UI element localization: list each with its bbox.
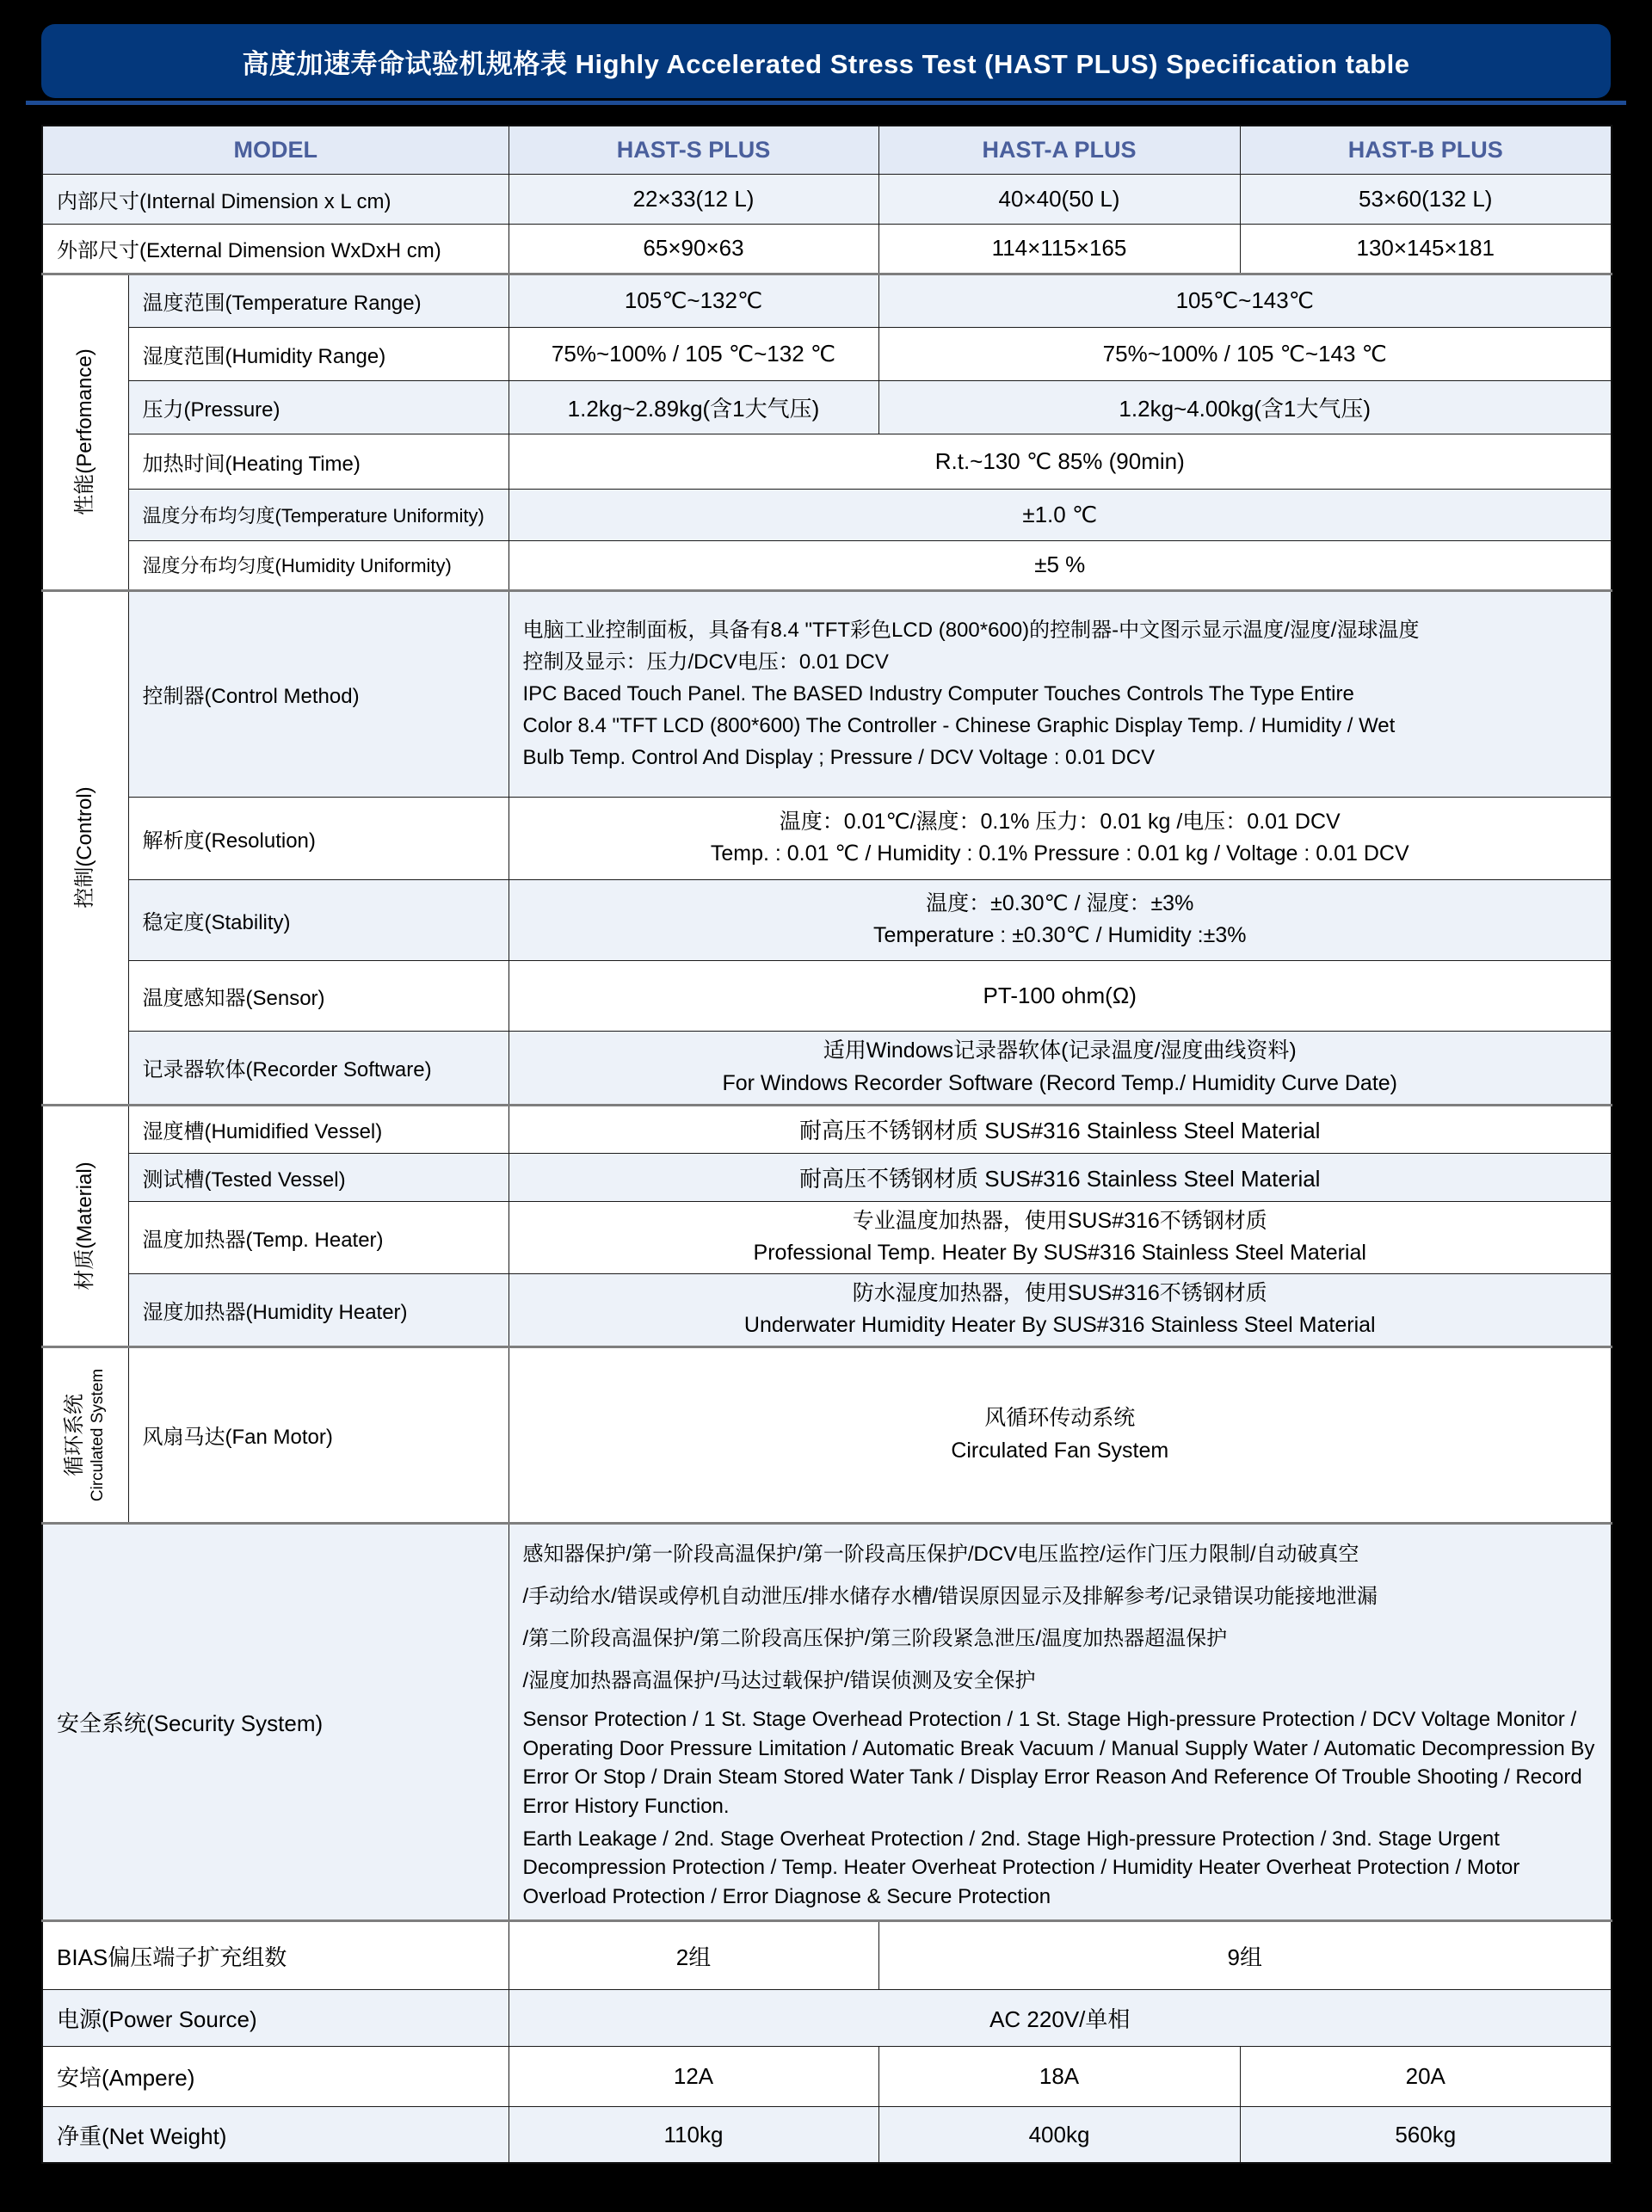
stability-cn: 温度：±0.30℃ / 湿度：±3% [926,890,1194,915]
control-method-label: 控制器(Control Method) [128,590,509,797]
sensor-value: PT-100 ohm(Ω) [509,960,1612,1031]
group-control-label: 控制(Control) [73,786,97,909]
fan-motor-value [509,1346,1612,1523]
fan-motor-label: 风扇马达(Fan Motor) [128,1346,509,1523]
humidified-vessel-value: 耐高压不锈钢材质 SUS#316 Stainless Steel Material [509,1105,1612,1153]
row-pressure [42,380,1612,434]
recorder-software-value [509,1031,1612,1105]
header-model: MODEL [42,126,509,174]
pressure-label: 压力(Pressure) [128,380,509,434]
net-weight-s: 110kg [509,2107,878,2163]
row-temp-heater [42,1201,1612,1273]
internal-dimension-s: 22×33(12 L) [509,174,878,224]
security-en-2: Earth Leakage / 2nd. Stage Overheat Protection / 2nd. Stage High-pressure Protection / 3nd. Stage Urgent Decompression Protection / Temp. Heater Overheat Protection / Humidity Heater Overheat Protection / Motor Overload Protection / Error Diagnose & Secure Protection [522,1827,1520,1908]
group-material-label: 材质(Material) [73,1161,97,1291]
security-system-value [509,1523,1612,1921]
control-method-cn-1: 电脑工业控制面板，具备有8.4 "TFT彩色LCD (800*600)的控制器-中文图示显示温度/湿度/湿球温度 [522,618,1420,642]
temperature-uniformity-label: 温度分布均匀度(Temperature Uniformity) [128,489,509,540]
row-security-system [42,1523,1612,1921]
security-cn-2: /手动给水/错误或停机自动泄压/排水储存水槽/错误原因显示及排解参考/记录错误功能接地泄漏 [522,1584,1378,1608]
external-dimension-b: 130×145×181 [1240,224,1612,274]
security-system-label: 安全系统(Security System) [42,1523,509,1921]
page-title: 高度加速寿命试验机规格表 Highly Accelerated Stress Test (HAST PLUS) Specification table [242,48,1410,79]
control-method-en-2: Color 8.4 "TFT LCD (800*600) The Controller - Chinese Graphic Display Temp. / Humidity / Wet [522,714,1396,738]
bias-ab: 9组 [878,1921,1612,1990]
row-internal-dimension [42,174,1612,224]
row-control-method [42,590,1612,797]
control-method-value [509,590,1612,797]
stability-label: 稳定度(Stability) [128,879,509,960]
humidity-heater-value [509,1273,1612,1346]
ampere-s: 12A [509,2047,878,2107]
row-humidity-uniformity [42,540,1612,590]
row-heating-time [42,434,1612,489]
control-method-en-3: Bulb Temp. Control And Display ; Pressure / DCV Voltage : 0.01 DCV [522,746,1156,770]
group-circulated-system-label [62,1368,108,1500]
tested-vessel-value: 耐高压不锈钢材质 SUS#316 Stainless Steel Material [509,1153,1612,1201]
group-circulated-system [42,1346,128,1523]
ampere-b: 20A [1240,2047,1612,2107]
row-temperature-range [42,274,1612,327]
specification-table [41,125,1612,2164]
header-hast-a: HAST-A PLUS [878,126,1240,174]
humidity-heater-en: Underwater Humidity Heater By SUS#316 Stainless Steel Material [743,1313,1376,1337]
humidity-heater-cn: 防水湿度加热器，使用SUS#316不锈钢材质 [852,1280,1267,1305]
temperature-range-s: 105℃~132℃ [509,274,878,327]
stability-value [509,879,1612,960]
row-tested-vessel [42,1153,1612,1201]
external-dimension-label: 外部尺寸(External Dimension WxDxH cm) [42,224,509,274]
bias-s: 2组 [509,1921,878,1990]
group-performance [42,274,128,590]
net-weight-a: 400kg [878,2107,1240,2163]
security-cn-4: /湿度加热器高温保护/马达过载保护/错误侦测及安全保护 [522,1669,1036,1693]
power-source-value: AC 220V/单相 [509,1990,1612,2047]
security-cn-1: 感知器保护/第一阶段高温保护/第一阶段高压保护/DCV电压监控/运作门压力限制/自动破真空 [522,1542,1359,1566]
temp-heater-value [509,1201,1612,1273]
bias-label: BIAS偏压端子扩充组数 [42,1921,509,1990]
recorder-software-cn: 适用Windows记录器软体(记录温度/湿度曲线资料) [823,1038,1297,1063]
external-dimension-a: 114×115×165 [878,224,1240,274]
humidity-uniformity-label: 湿度分布均匀度(Humidity Uniformity) [128,540,509,590]
net-weight-b: 560kg [1240,2107,1612,2163]
temperature-range-label: 温度范围(Temperature Range) [128,274,509,327]
humidity-uniformity-value: ±5 % [509,540,1612,590]
security-system-cn [523,1533,1598,1703]
resolution-en: Temp. : 0.01 ℃ / Humidity : 0.1% Pressure : 0.01 kg / Voltage : 0.01 DCV [710,841,1409,866]
row-humidity-range [42,327,1612,380]
row-external-dimension [42,224,1612,274]
sensor-label: 温度感知器(Sensor) [128,960,509,1031]
row-power-source [42,1990,1612,2047]
recorder-software-label: 记录器软体(Recorder Software) [128,1031,509,1105]
ampere-a: 18A [878,2047,1240,2107]
resolution-value [509,797,1612,879]
stability-en: Temperature : ±0.30℃ / Humidity :±3% [873,923,1247,947]
header-hast-b: HAST-B PLUS [1240,126,1612,174]
security-cn-3: /第二阶段高温保护/第二阶段高压保护/第三阶段紧急泄压/温度加热器超温保护 [522,1626,1228,1650]
row-ampere [42,2047,1612,2107]
resolution-label: 解析度(Resolution) [128,797,509,879]
power-source-label: 电源(Power Source) [42,1990,509,2047]
row-resolution [42,797,1612,879]
row-sensor [42,960,1612,1031]
control-method-cn-2: 控制及显示：压力/DCV电压：0.01 DCV [522,650,889,674]
pressure-ab: 1.2kg~4.00kg(含1大气压) [878,380,1612,434]
internal-dimension-b: 53×60(132 L) [1240,174,1612,224]
fan-motor-en: Circulated Fan System [951,1438,1169,1463]
temp-heater-en: Professional Temp. Heater By SUS#316 Stainless Steel Material [753,1241,1366,1265]
security-en-1: Sensor Protection / 1 St. Stage Overhead Protection / 1 St. Stage High-pressure Protection / DCV Voltage Monitor / Operating Door Pressure Limitation / Automatic Break Vacuum / Manual Supply Water / Automatic Decompression By Error Or Stop / Drain Steam Stored Water Tank / Display Error Reason And Reference Of Trouble Shooting / Record Error History Function. [522,1708,1595,1819]
pressure-s: 1.2kg~2.89kg(含1大气压) [509,380,878,434]
row-humidified-vessel [42,1105,1612,1153]
internal-dimension-a: 40×40(50 L) [878,174,1240,224]
humidity-heater-label: 湿度加热器(Humidity Heater) [128,1273,509,1346]
group-circulated-cn: 循环系统 [63,1393,87,1476]
temp-heater-label: 温度加热器(Temp. Heater) [128,1201,509,1273]
resolution-cn: 温度：0.01℃/濕度：0.1% 压力：0.01 kg /电压：0.01 DCV [779,809,1341,834]
group-control [42,590,128,1105]
humidity-range-ab: 75%~100% / 105 ℃~143 ℃ [878,327,1612,380]
row-temperature-uniformity [42,489,1612,540]
net-weight-label: 净重(Net Weight) [42,2107,509,2163]
row-stability [42,879,1612,960]
ampere-label: 安培(Ampere) [42,2047,509,2107]
row-bias [42,1921,1612,1990]
title-underline [26,101,1626,105]
row-fan-motor [42,1346,1612,1523]
humidity-range-s: 75%~100% / 105 ℃~132 ℃ [509,327,878,380]
row-net-weight [42,2107,1612,2163]
header-hast-s: HAST-S PLUS [509,126,878,174]
control-method-en-1: IPC Baced Touch Panel. The BASED Industry Computer Touches Controls The Type Entire [522,681,1354,705]
row-recorder-software [42,1031,1612,1105]
temperature-range-ab: 105℃~143℃ [878,274,1612,327]
external-dimension-s: 65×90×63 [509,224,878,274]
table-header-row [42,126,1612,174]
group-performance-label: 性能(Perfomance) [73,348,97,515]
internal-dimension-label: 内部尺寸(Internal Dimension x L cm) [42,174,509,224]
temperature-uniformity-value: ±1.0 ℃ [509,489,1612,540]
tested-vessel-label: 测试槽(Tested Vessel) [128,1153,509,1201]
heating-time-label: 加热时间(Heating Time) [128,434,509,489]
heating-time-value: R.t.~130 ℃ 85% (90min) [509,434,1612,489]
temp-heater-cn: 专业温度加热器，使用SUS#316不锈钢材质 [852,1208,1267,1233]
humidified-vessel-label: 湿度槽(Humidified Vessel) [128,1105,509,1153]
recorder-software-en: For Windows Recorder Software (Record Temp./ Humidity Curve Date) [722,1070,1397,1095]
group-material [42,1105,128,1346]
title-bar [41,24,1611,98]
row-humidity-heater [42,1273,1612,1346]
group-circulated-en: Circulated System [89,1368,108,1501]
fan-motor-cn: 风循环传动系统 [984,1406,1136,1430]
humidity-range-label: 湿度范围(Humidity Range) [128,327,509,380]
